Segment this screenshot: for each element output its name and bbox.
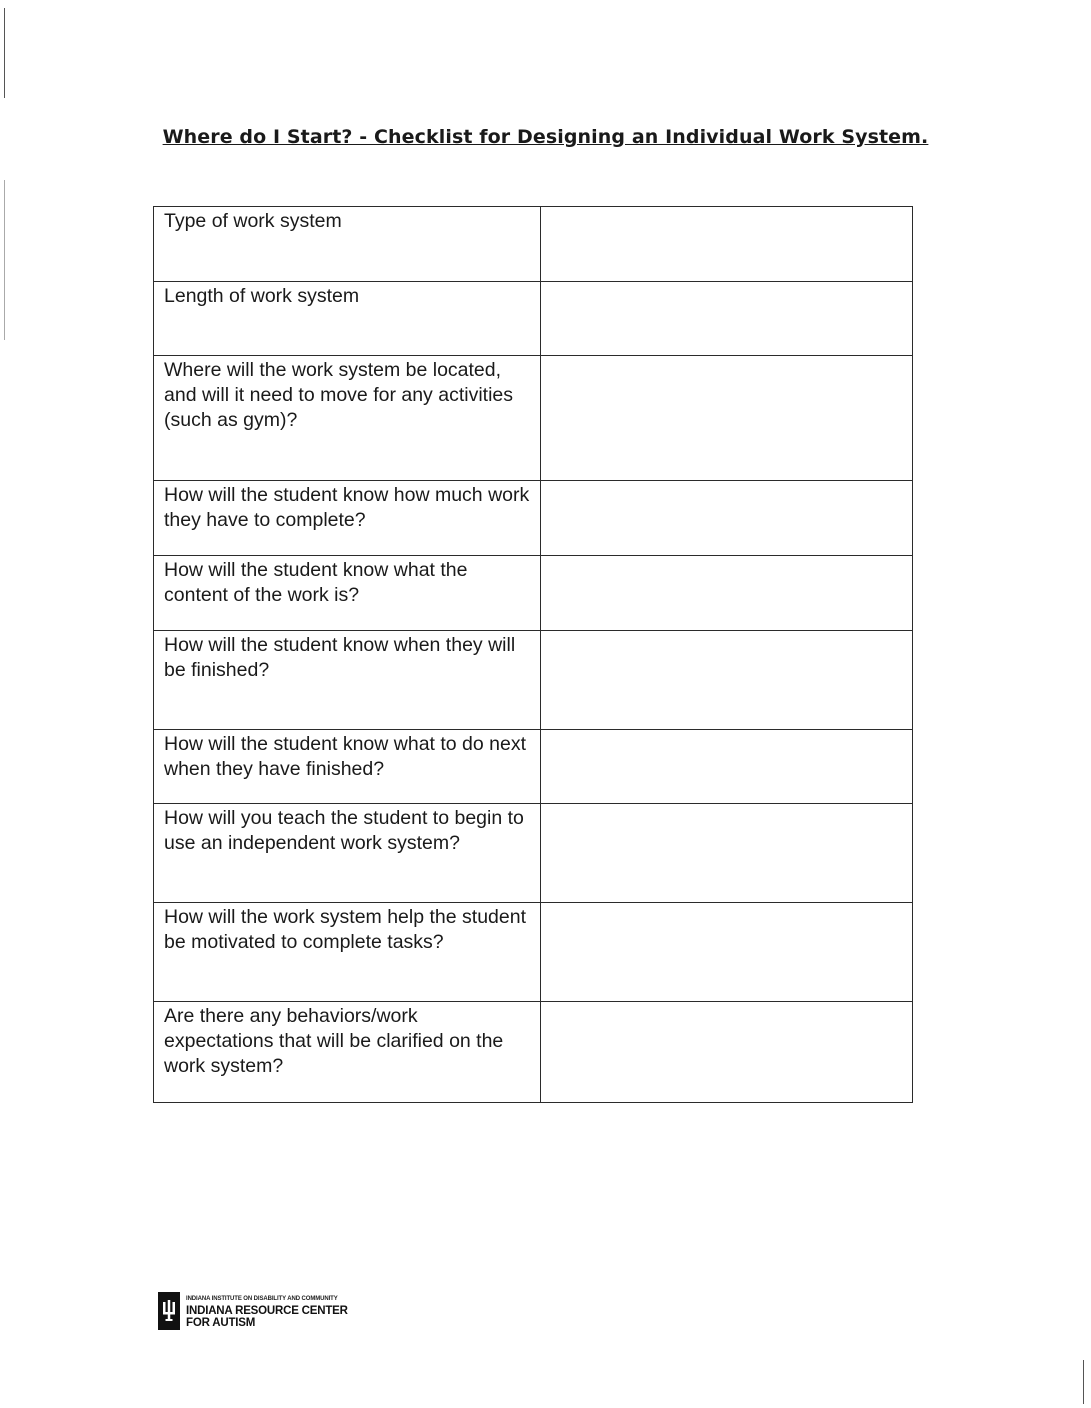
logo-autism-text: FOR AUTISM	[186, 1317, 256, 1329]
footer-logo	[158, 1291, 348, 1331]
question-cell: How will the student know what to do next when they have finished?	[154, 730, 541, 804]
answer-cell[interactable]	[541, 631, 913, 730]
logo-center-text: INDIANA RESOURCE CENTER	[186, 1305, 348, 1317]
answer-cell[interactable]	[541, 804, 913, 903]
question-cell: Length of work system	[154, 282, 541, 356]
table-row	[154, 207, 913, 282]
answer-cell[interactable]	[541, 556, 913, 631]
table-row	[154, 1002, 913, 1103]
table-row	[154, 356, 913, 481]
table-row	[154, 556, 913, 631]
question-cell: How will the student know when they will be finished?	[154, 631, 541, 730]
table-row	[154, 282, 913, 356]
answer-cell[interactable]	[541, 356, 913, 481]
answer-cell[interactable]	[541, 481, 913, 556]
page-title: Where do I Start? - Checklist for Designing an Individual Work System.	[162, 126, 929, 148]
question-cell: Are there any behaviors/work expectations that will be clarified on the work system?	[154, 1002, 541, 1103]
table-row	[154, 903, 913, 1002]
answer-cell[interactable]	[541, 730, 913, 804]
question-cell: How will the student know what the content of the work is?	[154, 556, 541, 631]
scan-edge-mark	[4, 180, 5, 340]
table-row	[154, 804, 913, 903]
question-cell: How will the work system help the student be motivated to complete tasks?	[154, 903, 541, 1002]
question-cell: Where will the work system be located, and will it need to move for any activities (such as gym)?	[154, 356, 541, 481]
question-cell: How will the student know how much work they have to complete?	[154, 481, 541, 556]
answer-cell[interactable]	[541, 903, 913, 1002]
scan-edge-mark	[1083, 1360, 1084, 1404]
answer-cell[interactable]	[541, 207, 913, 282]
question-cell: Type of work system	[154, 207, 541, 282]
table-row	[154, 481, 913, 556]
scan-edge-mark	[4, 8, 5, 98]
checklist-table	[153, 206, 913, 1103]
answer-cell[interactable]	[541, 282, 913, 356]
iu-trident-icon	[158, 1292, 180, 1330]
table-row	[154, 631, 913, 730]
logo-institute-text: INDIANA INSTITUTE ON DISABILITY AND COMMUNITY	[186, 1296, 338, 1302]
answer-cell[interactable]	[541, 1002, 913, 1103]
question-cell: How will you teach the student to begin to use an independent work system?	[154, 804, 541, 903]
table-row	[154, 730, 913, 804]
